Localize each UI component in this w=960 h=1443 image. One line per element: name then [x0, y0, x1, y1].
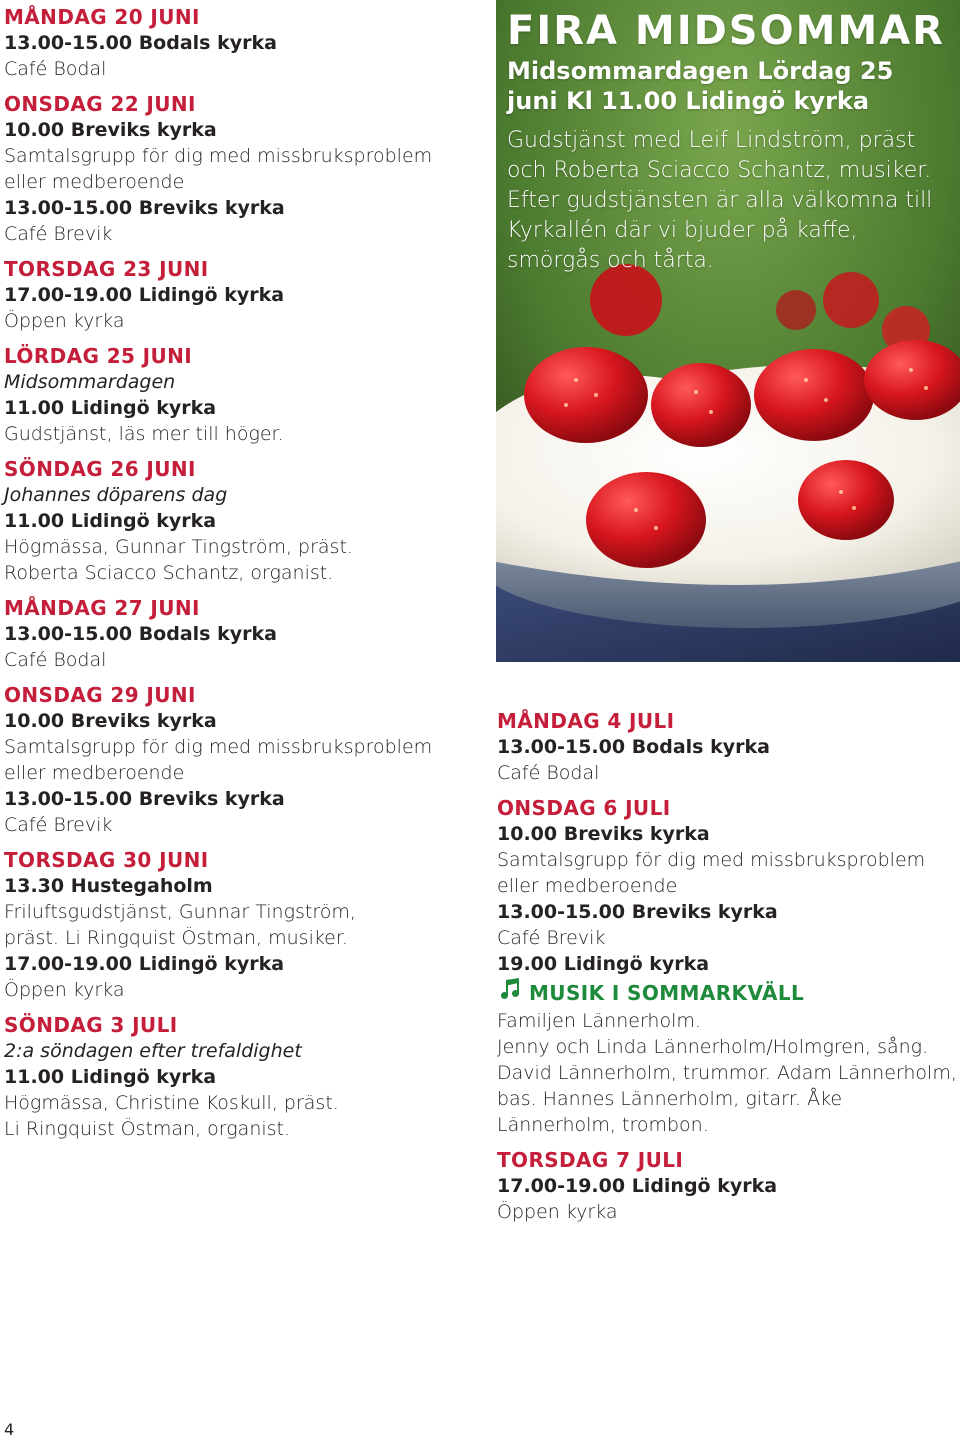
event-time: 17.00-19.00 Lidingö kyrka — [4, 953, 285, 975]
event-description: Gudstjänst, läs mer till höger. — [4, 423, 284, 445]
day-heading: ONSDAG 6 JULI — [497, 796, 671, 820]
day-note: Johannes döparens dag — [4, 484, 228, 506]
music-event-title: MUSIK I SOMMARKVÄLL — [529, 980, 805, 1005]
event-time: 19.00 Lidingö kyrka — [497, 953, 710, 975]
event-description: Café Brevik — [4, 223, 113, 245]
event-description: Högmässa, Gunnar Tingström, präst. Roberta Sciacco Schantz, organist. — [4, 536, 353, 584]
hero-title: FIRA MIDSOMMAR — [507, 8, 945, 54]
event-time: 13.00-15.00 Bodals kyrka — [4, 32, 277, 54]
event-time: 13.00-15.00 Breviks kyrka — [4, 197, 285, 219]
hero-text-block — [507, 4, 952, 276]
day-wednesday-29-june — [4, 682, 474, 838]
event-description: Öppen kyrka — [4, 310, 125, 332]
event-description: Café Bodal — [497, 762, 600, 784]
event-time: 11.00 Lidingö kyrka — [4, 397, 217, 419]
event-time: 13.00-15.00 Breviks kyrka — [497, 901, 778, 923]
hero-body: Gudstjänst med Leif Lindström, präst och Roberta Sciacco Schantz, musiker. Efter gudstjänsten är alla välkomna till Kyrkallén där vi bjuder på kaffe, smörgås och tårta. — [507, 128, 933, 273]
day-monday-4-july — [497, 708, 957, 786]
event-description: Café Bodal — [4, 649, 107, 671]
event-description: Högmässa, Christine Koskull, präst. Li Ringquist Östman, organist. — [4, 1092, 339, 1140]
event-time: 11.00 Lidingö kyrka — [4, 510, 217, 532]
day-heading: SÖNDAG 26 JUNI — [4, 457, 196, 481]
event-time: 17.00-19.00 Lidingö kyrka — [497, 1175, 778, 1197]
day-heading: TORSDAG 23 JUNI — [4, 257, 209, 281]
event-time: 10.00 Breviks kyrka — [4, 710, 217, 732]
event-time: 13.00-15.00 Bodals kyrka — [4, 623, 277, 645]
day-sunday-26-june — [4, 456, 474, 586]
day-note: 2:a söndagen efter trefaldighet — [4, 1040, 302, 1062]
right-column — [497, 708, 957, 1234]
event-time: 13.00-15.00 Bodals kyrka — [497, 736, 770, 758]
music-performers-family: Familjen Lännerholm. — [497, 1010, 701, 1032]
music-performers-list: Jenny och Linda Lännerholm/Holmgren, sång. David Lännerholm, trummor. Adam Lännerholm, bas. Hannes Lännerholm, gitarr. Åke Lännerholm, trombon. — [497, 1036, 957, 1136]
day-heading: SÖNDAG 3 JULI — [4, 1013, 178, 1037]
music-event-heading — [497, 977, 957, 1008]
event-description: Friluftsgudstjänst, Gunnar Tingström, präst. Li Ringquist Östman, musiker. — [4, 901, 356, 949]
event-description: Öppen kyrka — [4, 979, 125, 1001]
music-note-icon — [497, 977, 521, 1008]
day-heading: MÅNDAG 4 JULI — [497, 709, 675, 733]
event-time: 13.30 Hustegaholm — [4, 875, 213, 897]
event-description: Öppen kyrka — [497, 1201, 618, 1223]
left-column — [4, 4, 474, 1151]
day-sunday-3-july — [4, 1012, 474, 1142]
event-description: Café Bodal — [4, 58, 107, 80]
event-time: 10.00 Breviks kyrka — [497, 823, 710, 845]
day-thursday-30-june — [4, 847, 474, 1003]
event-time: 17.00-19.00 Lidingö kyrka — [4, 284, 285, 306]
event-time: 13.00-15.00 Breviks kyrka — [4, 788, 285, 810]
day-wednesday-22-june — [4, 91, 474, 247]
day-note: Midsommardagen — [4, 371, 176, 393]
event-time: 10.00 Breviks kyrka — [4, 119, 217, 141]
day-monday-20-june — [4, 4, 474, 82]
day-saturday-25-june — [4, 343, 474, 447]
hero-subtitle: Midsommardagen Lördag 25 juni Kl 11.00 Lidingö kyrka — [507, 57, 894, 115]
day-heading: TORSDAG 7 JULI — [497, 1148, 684, 1172]
event-time: 11.00 Lidingö kyrka — [4, 1066, 217, 1088]
event-description: Samtalsgrupp för dig med missbruksproblem eller medberoende — [4, 145, 433, 193]
page-number: 4 — [4, 1420, 15, 1439]
day-thursday-7-july — [497, 1147, 957, 1225]
event-description: Café Brevik — [497, 927, 606, 949]
day-heading: ONSDAG 22 JUNI — [4, 92, 196, 116]
event-description: Samtalsgrupp för dig med missbruksproblem eller medberoende — [497, 849, 926, 897]
day-heading: MÅNDAG 27 JUNI — [4, 596, 200, 620]
day-heading: ONSDAG 29 JUNI — [4, 683, 196, 707]
event-description: Café Brevik — [4, 814, 113, 836]
day-heading: MÅNDAG 20 JUNI — [4, 5, 200, 29]
day-wednesday-6-july — [497, 795, 957, 1138]
day-monday-27-june — [4, 595, 474, 673]
event-description: Samtalsgrupp för dig med missbruksproblem eller medberoende — [4, 736, 433, 784]
day-heading: LÖRDAG 25 JUNI — [4, 344, 193, 368]
day-thursday-23-june — [4, 256, 474, 334]
midsummer-hero — [496, 0, 960, 662]
day-heading: TORSDAG 30 JUNI — [4, 848, 209, 872]
